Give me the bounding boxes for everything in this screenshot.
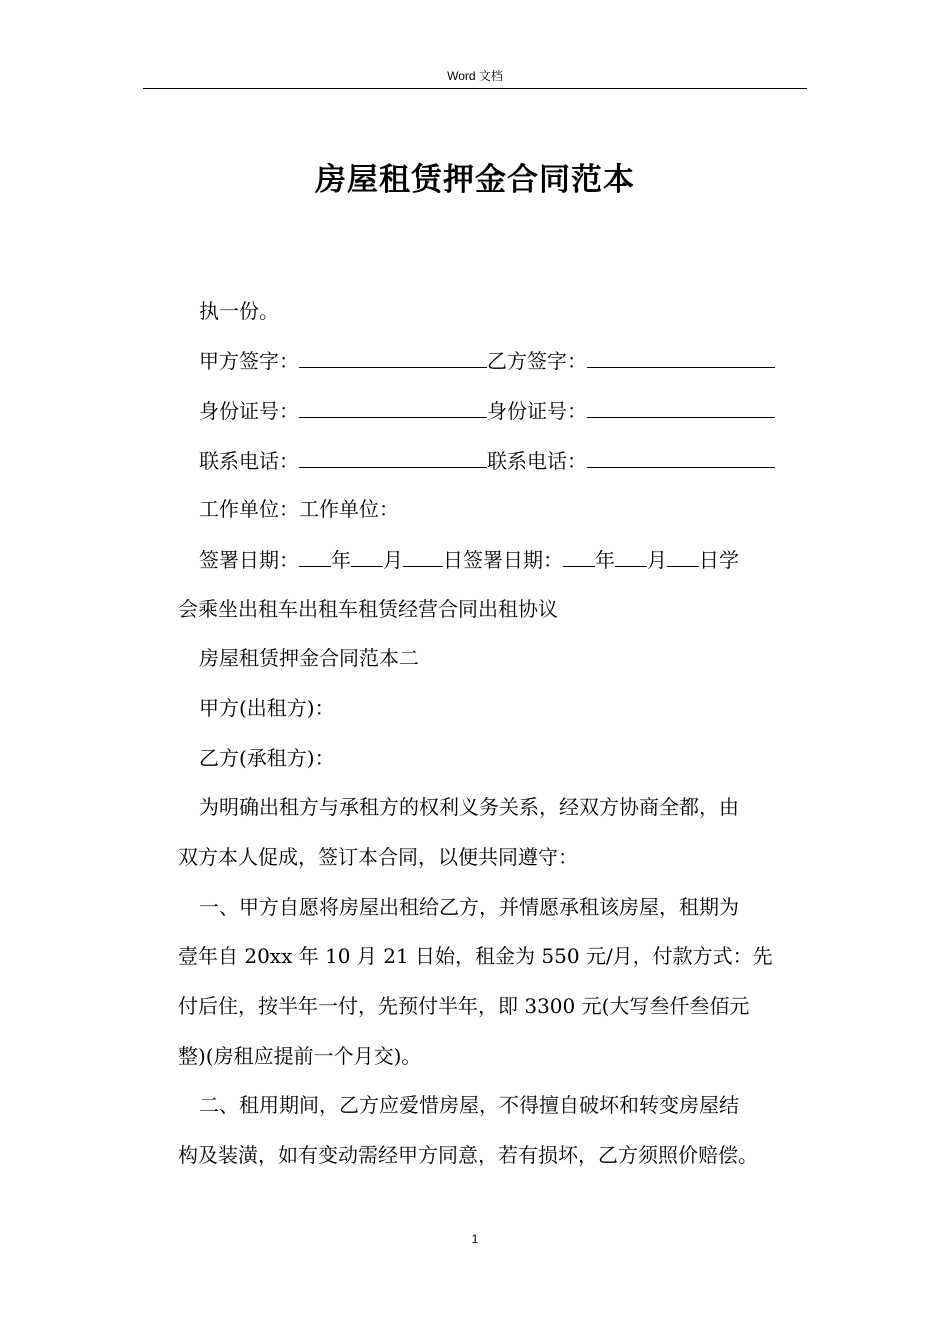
paragraph-line: 双方本人促成，签订本合同，以便共同遵守： — [178, 845, 578, 869]
year-label-2: 年 — [595, 548, 615, 572]
month-blank — [351, 544, 383, 567]
page-number: 1 — [471, 1232, 479, 1246]
document-title: 房屋租赁押金合同范本 — [315, 162, 635, 198]
clause-one-line: 整)(房租应提前一个月交)。 — [178, 1044, 422, 1068]
party-b-signature-label: 乙方签字： — [487, 349, 587, 373]
phone-line — [178, 445, 839, 476]
month-blank-2 — [615, 544, 647, 567]
party-b-id-label: 身份证号： — [487, 399, 587, 423]
signature-line — [178, 345, 839, 376]
party-b-phone-blank — [587, 445, 775, 468]
year-blank-2 — [563, 544, 595, 567]
paragraph-line: 为明确出租方与承租方的权利义务关系，经双方协商全都，由 — [199, 795, 739, 819]
clause-two-line: 构及装潢，如有变动需经甲方同意，若有损坏，乙方须照价赔偿。 — [178, 1143, 758, 1167]
party-a-signature-label: 甲方签字： — [199, 349, 299, 373]
day-blank-2 — [667, 544, 699, 567]
party-a-phone-label: 联系电话： — [199, 449, 299, 473]
party-a-signature-blank — [299, 345, 487, 368]
party-b-id-blank — [587, 395, 775, 418]
year-label: 年 — [331, 548, 351, 572]
party-b-phone-label: 联系电话： — [487, 449, 587, 473]
paragraph-line: 执一份。 — [199, 299, 279, 323]
page-header — [143, 66, 807, 89]
party-a-id-blank — [299, 395, 487, 418]
clause-one-line: 一、甲方自愿将房屋出租给乙方，并情愿承租该房屋，租期为 — [199, 895, 739, 919]
section-heading: 房屋租赁押金合同范本二 — [199, 646, 419, 670]
party-b-line: 乙方(承租方)： — [199, 746, 335, 770]
header-label: Word 文档 — [447, 69, 503, 83]
clause-two-line: 二、租用期间，乙方应爱惜房屋，不得擅自破坏和转变房屋结 — [199, 1093, 739, 1117]
clause-one-line: 壹年自 20xx 年 10 月 21 日始，租金为 550 元/月，付款方式：先 — [178, 944, 773, 968]
sign-date-tail: 日学 — [699, 548, 739, 572]
party-a-id-label: 身份证号： — [199, 399, 299, 423]
work-unit-line: 工作单位：工作单位： — [199, 497, 399, 521]
clause-one-line: 付后住，按半年一付，先预付半年，即 3300 元(大写叁仟叁佰元 — [178, 994, 750, 1018]
paragraph-line: 会乘坐出租车出租车租赁经营合同出租协议 — [178, 597, 558, 621]
month-label: 月 — [383, 548, 403, 572]
sign-date-label-2: 日签署日期： — [443, 548, 563, 572]
sign-date-label: 签署日期： — [199, 548, 299, 572]
party-a-line: 甲方(出租方)： — [199, 696, 335, 720]
year-blank — [299, 544, 331, 567]
month-label-2: 月 — [647, 548, 667, 572]
day-blank — [403, 544, 443, 567]
party-a-phone-blank — [299, 445, 487, 468]
sign-date-line — [178, 544, 839, 575]
id-number-line — [178, 395, 839, 426]
party-b-signature-blank — [587, 345, 775, 368]
